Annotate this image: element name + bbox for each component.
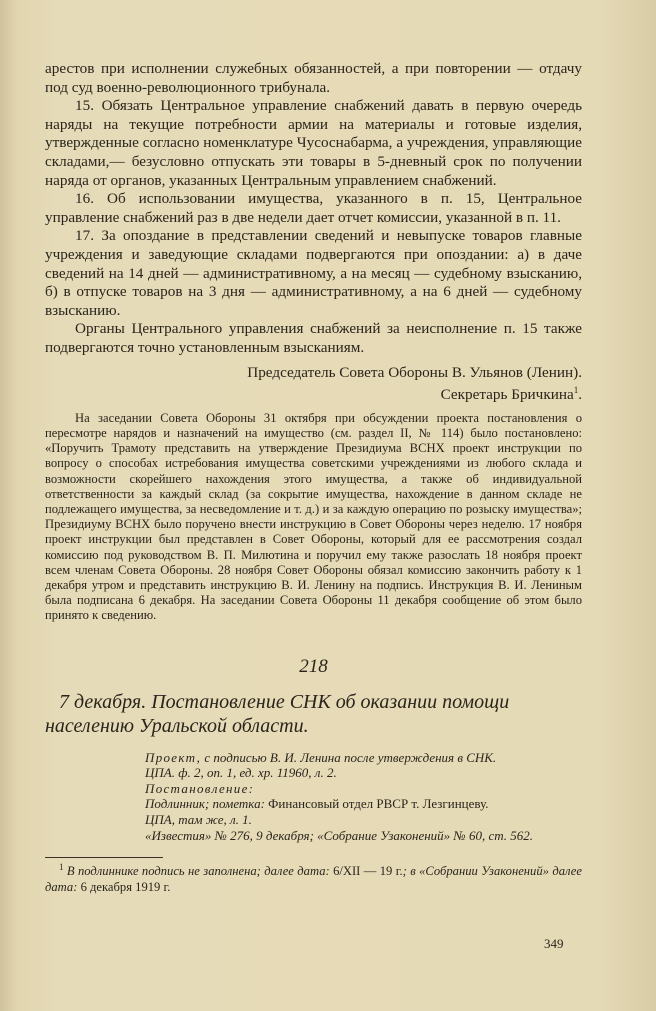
editorial-note: На заседании Совета Обороны 31 октября при обсуждении проекта постановления о пересмотре нарядов и назначений на имущество (см. раздел II, № 114) было постановлено: «Поручить Трамоту представить на утверждение Президиума ВСНХ проект инструкции по вопросу о способах истребования имущества советскими учреждениями из любого склада и возможности скорейшего нахождения этого имущества, а также об индивидуальной ответственности за каждый склад (за сокрытие имущества, нахождение в данном складе не подлежащего имущества, за несведомление и т. д.) и за каждую операцию по розыску имущества»; Президиуму ВСНХ было поручено внести инструкцию в Совет Обороны через неделю. 17 ноября проект инструкции был представлен в Совет Обороны, который для ее рассмотрения создал комиссию под руководством В. П. Милютина и поручил ему также разослать 18 ноября проект всем членам Совета Обороны. 28 ноября Совет Обороны обязал комиссию закончить работу к 1 декабря утром и представить инструкцию В. И. Ленину на подпись. Инструкция В. И. Лениным была подписана 6 декабря. На заседании Совета Обороны 11 декабря сообщение об этом было принято к сведению. — [45, 410, 582, 623]
source-spaced-label: Проект, — [145, 749, 202, 765]
source-line — [145, 796, 582, 812]
paragraph-continuation: арестов при исполнении служебных обязанностей, а при повторении — отдачу под суд военно-революционного трибунала. — [45, 60, 582, 96]
secretary-signature — [45, 386, 582, 405]
archival-sources — [145, 750, 582, 844]
paragraph-item-17: 17. За опоздание в представлении сведений и невыпуске товаров главные учреждения и заведующие складами подвергаются при опоздании: а) в даче сведений на 14 дней — административному, а на месяц — судебному взысканию, б) в отпуске товаров на 3 дня — административному, а на 6 дней — судебному взысканию. — [45, 227, 582, 319]
footnote-reference: 1 — [573, 385, 579, 396]
footnote-divider — [45, 857, 163, 858]
footnote-text: В подлиннике подпись не заполнена; далее дата: — [63, 864, 334, 879]
paragraph-item-15: 15. Обязать Центральное управление снабжений давать в первую очередь наряды на текущие потребности армии на материалы и готовые изделия, утвержденные согласно номенклатуре Чусоснабарма, а учреждения, управляющие складами,— безусловно отпускать эти товары в 5-дневный срок по получении наряда от органов, указанных Центральным управлением снабжений. — [45, 97, 582, 189]
footnote-date: 6/XII — 19 г. — [333, 864, 403, 879]
footnote-date: 6 декабря 1919 г. — [80, 879, 171, 894]
source-text: Подлинник; пометка: — [145, 796, 269, 812]
source-line — [145, 750, 582, 766]
page-body — [45, 60, 582, 895]
paragraph-organs: Органы Центрального управления снабжений за неисполнение п. 15 также подвергаются точно установленным взысканиям. — [45, 320, 582, 356]
page-number: 349 — [544, 936, 564, 951]
footnote-mark: 1 — [59, 861, 64, 872]
secretary-period: . — [578, 386, 582, 404]
paragraph-item-16: 16. Об использовании имущества, указанного в п. 15, Центральное управление снабжений раз в две недели дает отчет комиссии, указанной в п. 11. — [45, 190, 582, 226]
secretary-name: Секретарь Бричкина — [440, 386, 574, 404]
source-line: ЦПА. ф. 2, оп. 1, ед. хр. 11960, л. 2. — [145, 765, 337, 781]
source-upright-text: Финансовый отдел РВСР т. Лезгинцеву. — [268, 796, 489, 812]
source-line: «Известия» № 276, 9 декабря; «Собрание Узаконений» № 60, ст. 562. — [145, 827, 534, 843]
document-number: 218 — [299, 655, 328, 677]
source-line: Постановление: — [145, 780, 255, 796]
source-text: с подписью В. И. Ленина после утверждения в СНК. — [201, 749, 497, 765]
chairman-signature: Председатель Совета Обороны В. Ульянов (Ленин). — [247, 363, 582, 381]
source-line: ЦПА, там же, л. 1. — [145, 811, 252, 827]
footnote — [45, 861, 582, 895]
footnote-text: ; в «Собрании Узаконений» далее дата: — [45, 864, 582, 894]
document-title: 7 декабря. Постановление СНК об оказании помощи населению Уральской области. — [45, 690, 510, 737]
